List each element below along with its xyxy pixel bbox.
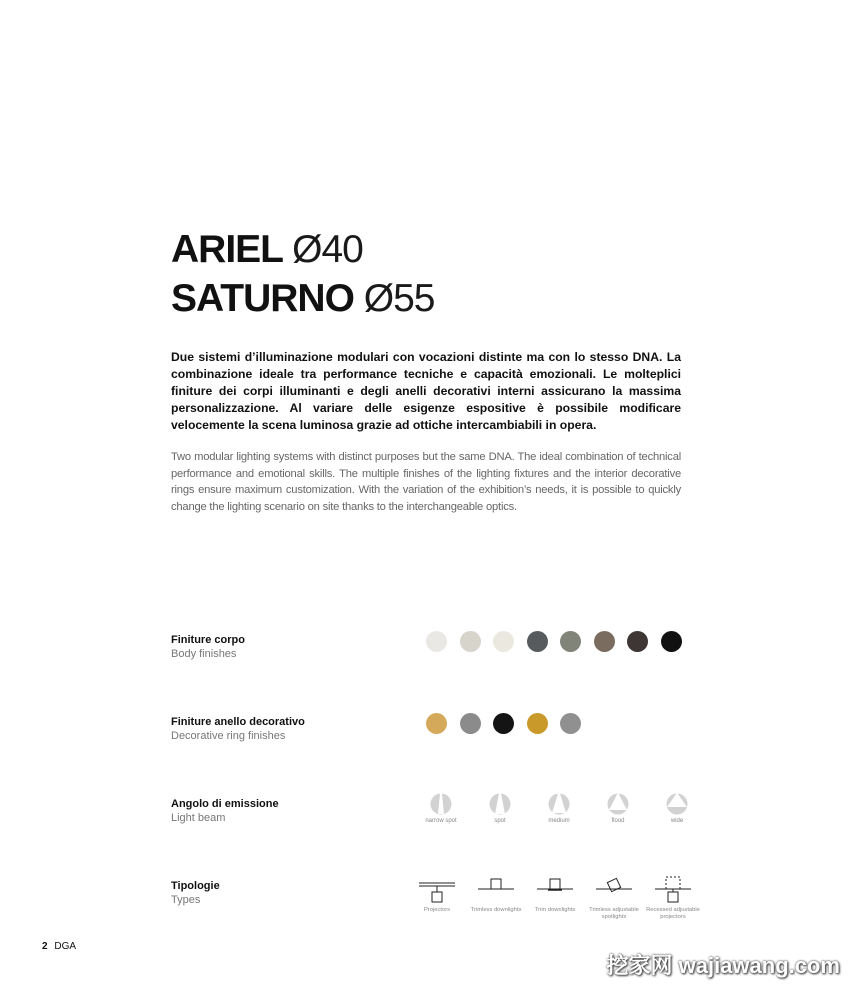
flood-beam-icon [607, 793, 629, 815]
page-footer [42, 941, 76, 952]
brand-name: DGA [54, 941, 77, 952]
type-adjustable-spotlight [585, 875, 643, 921]
color-swatch [560, 631, 581, 652]
types-label [171, 879, 220, 907]
types-label-it: Tipologie [171, 880, 220, 892]
trimless-downlight-icon [476, 875, 516, 905]
beam-flood [589, 793, 647, 824]
watermark: 挖家网 wajiawang.com [606, 953, 840, 978]
color-swatch [493, 713, 514, 734]
beam-medium [530, 793, 588, 824]
color-swatch [661, 631, 682, 652]
title-saturno-name: SATURNO [171, 277, 354, 320]
beam-label: medium [548, 818, 570, 824]
type-label: Trim downlights [534, 907, 576, 913]
type-label: Recessed adjustable projectors [646, 907, 700, 920]
recessed-projector-icon [653, 875, 693, 905]
adjustable-spotlight-icon [594, 875, 634, 905]
body-finishes-label-en: Body finishes [171, 648, 237, 660]
title-ariel-size: Ø40 [292, 228, 363, 271]
type-label: Projectors [423, 907, 451, 913]
color-swatch [426, 631, 447, 652]
type-projector [408, 875, 466, 921]
type-label: Trimless downlights [470, 907, 522, 913]
page-number: 2 [42, 941, 48, 952]
type-label: Trimless adjustable spotlights [589, 907, 639, 920]
type-recessed-projector [644, 875, 702, 921]
types-label-en: Types [171, 894, 201, 906]
beam-label: spot [494, 818, 506, 824]
color-swatch [426, 713, 447, 734]
body-finish-swatches [426, 631, 694, 652]
color-swatch [460, 631, 481, 652]
title-saturno-size: Ø55 [363, 277, 435, 320]
color-swatch [527, 713, 548, 734]
beam-wide [648, 793, 706, 824]
narrow-spot-beam-icon [430, 793, 452, 815]
projector-icon [417, 875, 457, 905]
beam-label: flood [611, 818, 625, 824]
beam-narrow-spot [412, 793, 470, 824]
type-trimless-downlight [467, 875, 525, 921]
beam-angle-icons [412, 793, 707, 824]
wide-beam-icon [666, 793, 688, 815]
ring-finish-swatches [426, 713, 594, 734]
body-finishes-label-it: Finiture corpo [171, 634, 245, 646]
title-saturno [171, 277, 435, 321]
color-swatch [527, 631, 548, 652]
color-swatch [460, 713, 481, 734]
beam-angle-label-it: Angolo di emissione [171, 798, 279, 810]
color-swatch [627, 631, 648, 652]
body-finishes-label [171, 633, 245, 661]
type-icons [408, 875, 703, 921]
type-trim-downlight [526, 875, 584, 921]
color-swatch [560, 713, 581, 734]
ring-finishes-label [171, 715, 305, 743]
beam-label: narrow spot [425, 818, 457, 824]
color-swatch [493, 631, 514, 652]
beam-spot [471, 793, 529, 824]
beam-angle-label-en: Light beam [171, 812, 226, 824]
trim-downlight-icon [535, 875, 575, 905]
intro-english: Two modular lighting systems with distinct purposes but the same DNA. The ideal combination of technical performance and emotional skills. The multiple finishes of the lighting fixtures and the interior decorative rings ensure maximum customization. With the variation of the exhibition’s needs, it is possible to quickly change the lighting scenario on site thanks to the interchangeable optics. [171, 451, 681, 513]
intro-italian: Due sistemi d’illuminazione modulari con vocazioni distinte ma con lo stesso DNA. La combinazione ideale tra performance tecniche e capacità emozionali. Le molteplici finiture dei corpi illuminanti e degli anelli decorativi interni assicurano la massima personalizzazione. Al variare delle esigenze espositive è possibile modificare velocemente la scena luminosa grazie ad ottiche intercambiabili in opera. [171, 350, 681, 432]
medium-beam-icon [548, 793, 570, 815]
title-ariel [171, 228, 363, 272]
title-ariel-name: ARIEL [171, 228, 283, 271]
ring-finishes-label-it: Finiture anello decorativo [171, 716, 305, 728]
ring-finishes-label-en: Decorative ring finishes [171, 730, 286, 742]
beam-angle-label [171, 797, 279, 825]
color-swatch [594, 631, 615, 652]
beam-label: wide [670, 818, 684, 824]
spot-beam-icon [489, 793, 511, 815]
